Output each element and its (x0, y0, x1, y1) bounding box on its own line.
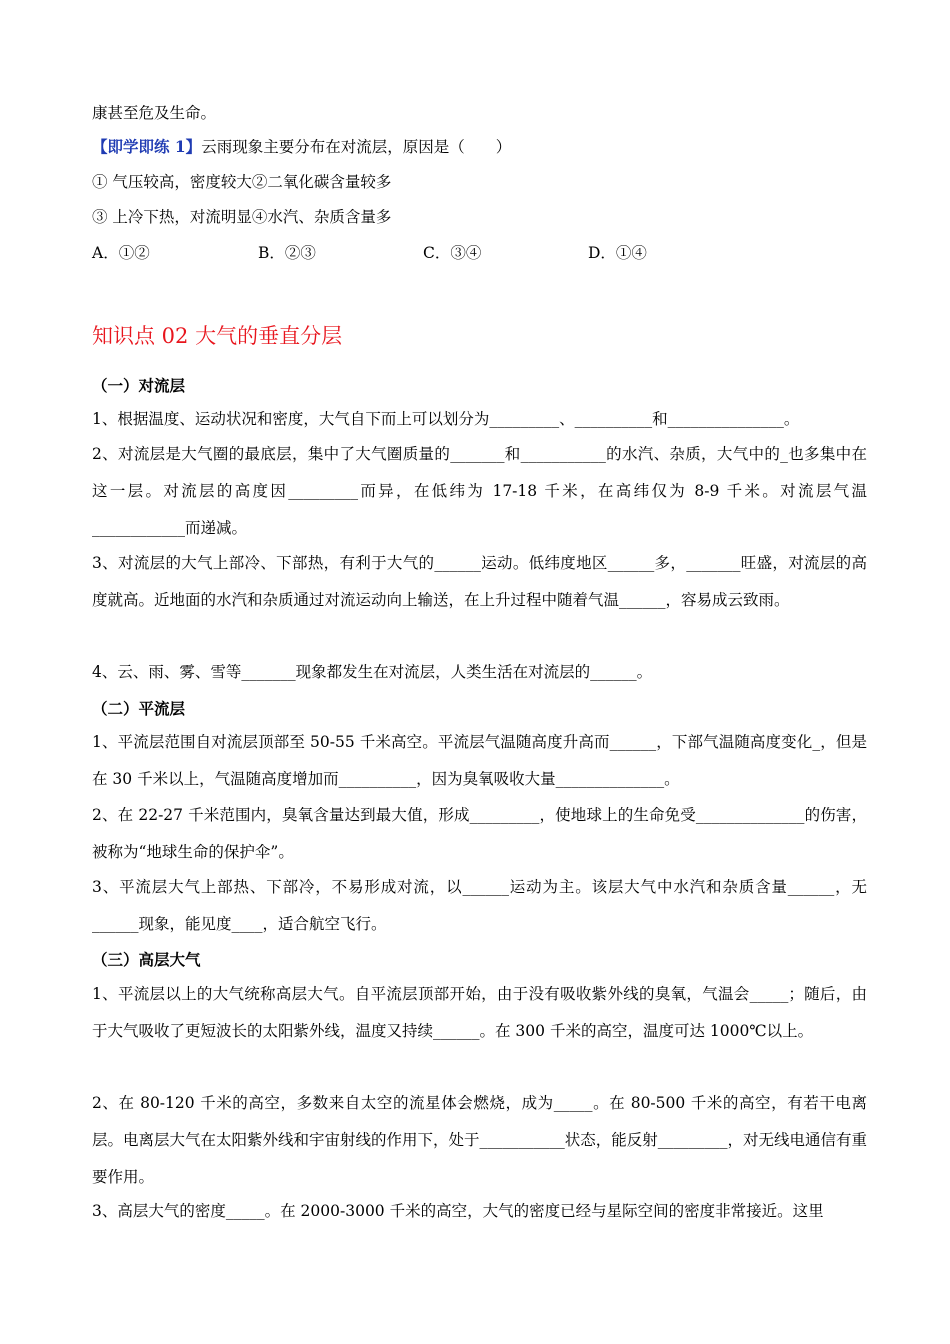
practice-statement-1: ① 气压较高，密度较大②二氧化碳含量较多 (92, 173, 392, 191)
practice-question (92, 136, 511, 158)
option-d: D．①④ (588, 244, 647, 262)
practice-statement-2: ③ 上冷下热，对流明显④水汽、杂质含量多 (92, 208, 392, 226)
option-b: B．②③ (258, 244, 316, 262)
stratosphere-p2: 2、在 22-27 千米范围内，臭氧含量达到最大值，形成_________，使地球上的生命免受______________的伤害，被称为“地球生命的保护伞”。 (92, 806, 867, 861)
subsection-title-troposphere: （一）对流层 (92, 376, 186, 395)
troposphere-p1: 1、根据温度、运动状况和密度，大气自下而上可以划分为_________、__________和_______________。 (92, 410, 800, 428)
upper-atmosphere-p3: 3、高层大气的密度_____。在 2000-3000 千米的高空，大气的密度已经与星际空间的密度非常接近。这里 (92, 1202, 824, 1220)
option-c: C．③④ (423, 244, 482, 262)
troposphere-p2: 2、对流层是大气圈的最底层，集中了大气圈质量的_______和___________的水汽、杂质，大气中的_也多集中在这一层。对流层的高度因_________而异，在低纬为 17-18 千米，在高纬仅为 8-9 千米。对流层气温____________而递减。 (92, 445, 867, 537)
troposphere-p3: 3、对流层的大气上部冷、下部热，有利于大气的______运动。低纬度地区______多，_______旺盛，对流层的高度就高。近地面的水汽和杂质通过对流运动向上输送，在上升过程中随着气温______，容易成云致雨。 (92, 554, 867, 609)
subsection-title-stratosphere: （二）平流层 (92, 699, 186, 718)
option-a: A．①② (92, 244, 150, 262)
upper-atmosphere-p2: 2、在 80-120 千米的高空，多数来自太空的流星体会燃烧，成为_____。在 80-500 千米的高空，有若干电离层。电离层大气在太阳紫外线和宇宙射线的作用下，处于___________状态，能反射_________，对无线电通信有重要作用。 (92, 1094, 868, 1186)
troposphere-p4: 4、云、雨、雾、雪等_______现象都发生在对流层，人类生活在对流层的______。 (92, 663, 653, 681)
practice-tag: 【即学即练 1】 (92, 137, 202, 156)
practice-options (92, 241, 867, 263)
top-line: 康甚至危及生命。 (92, 104, 217, 122)
upper-atmosphere-p1: 1、平流层以上的大气统称高层大气。自平流层顶部开始，由于没有吸收紫外线的臭氧，气温会_____；随后，由于大气吸收了更短波长的太阳紫外线，温度又持续______。在 300 千米的高空，温度可达 1000℃以上。 (92, 985, 867, 1040)
practice-question-text: 云雨现象主要分布在对流层，原因是（ ） (201, 138, 512, 156)
subsection-title-upper-atmosphere: （三）高层大气 (92, 950, 201, 969)
stratosphere-p3: 3、平流层大气上部热、下部冷，不易形成对流，以______运动为主。该层大气中水汽和杂质含量______，无______现象，能见度____，适合航空飞行。 (92, 878, 867, 933)
stratosphere-p1: 1、平流层范围自对流层顶部至 50-55 千米高空。平流层气温随高度升高而______，下部气温随高度变化_，但是在 30 千米以上，气温随高度增加而__________，因为臭氧吸收大量______________。 (92, 733, 867, 788)
section-title: 知识点 02 大气的垂直分层 (92, 324, 343, 348)
